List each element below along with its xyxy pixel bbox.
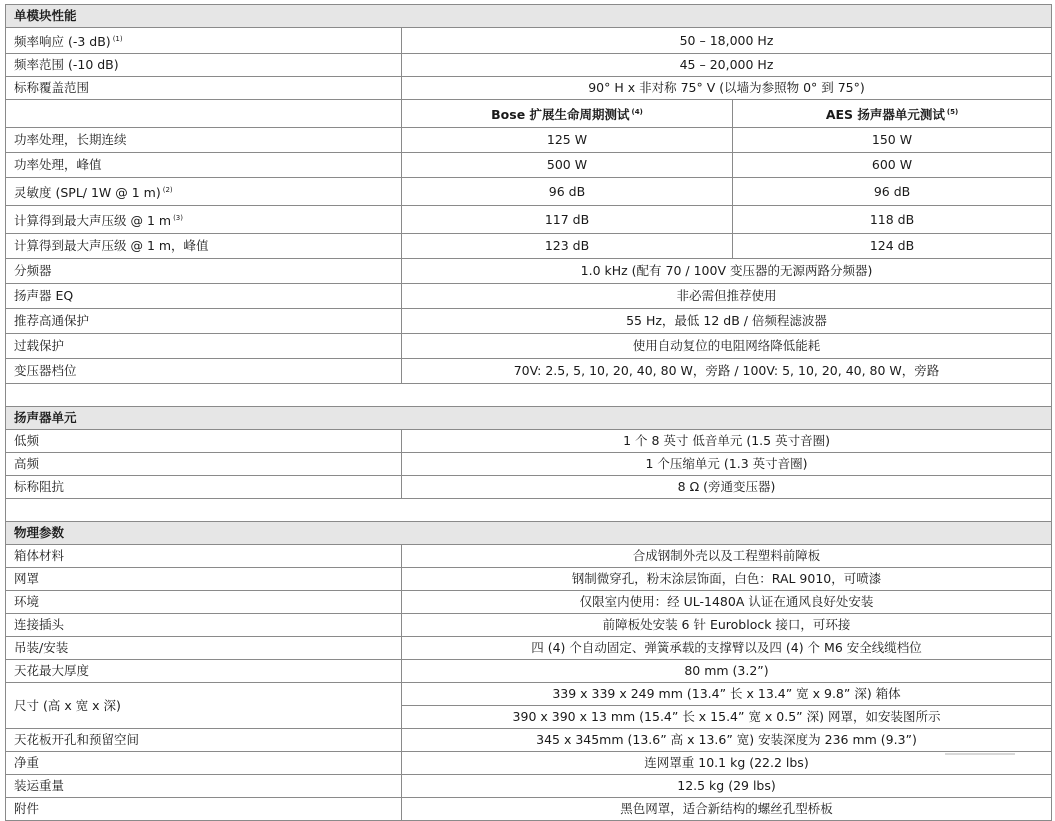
- spec-label: 附件: [6, 798, 402, 821]
- spec-value-aes: 118 dB: [733, 206, 1052, 234]
- spec-value-bose: 125 W: [402, 128, 733, 153]
- spec-value: 仅限室内使用：经 UL-1480A 认证在通风良好处安装: [402, 591, 1052, 614]
- spec-value: 合成钢制外壳以及工程塑料前障板: [402, 545, 1052, 568]
- spec-value: 12.5 kg (29 lbs): [402, 775, 1052, 798]
- spec-row: [6, 568, 1052, 591]
- spec-label: 过载保护: [6, 334, 402, 359]
- section-title: 扬声器单元: [6, 407, 1052, 430]
- spec-value-bose: 123 dB: [402, 234, 733, 259]
- footnote-marker: (3): [173, 214, 183, 222]
- spec-row: [6, 798, 1052, 821]
- spec-value: 70V: 2.5, 5, 10, 20, 40, 80 W，旁路 / 100V: 5, 10, 20, 40, 80 W，旁路: [402, 359, 1052, 384]
- spec-row: [6, 359, 1052, 384]
- section-title: 单模块性能: [6, 5, 1052, 28]
- spec-value: 1 个 8 英寸 低音单元 (1.5 英寸音圈): [402, 430, 1052, 453]
- spec-label: 天花板开孔和预留空间: [6, 729, 402, 752]
- section-title: 物理参数: [6, 522, 1052, 545]
- spec-row: [6, 234, 1052, 259]
- spec-value: 黑色网罩，适合新结构的螺丝孔型桥板: [402, 798, 1052, 821]
- spec-label: 连接插头: [6, 614, 402, 637]
- test-header-row: [6, 100, 1052, 128]
- spec-row: [6, 28, 1052, 54]
- spec-label: 环境: [6, 591, 402, 614]
- spec-row: [6, 476, 1052, 499]
- spec-row: [6, 453, 1052, 476]
- spec-label: 变压器档位: [6, 359, 402, 384]
- spec-row: [6, 284, 1052, 309]
- spec-row: [6, 729, 1052, 752]
- footnote-marker: (1): [112, 35, 123, 43]
- spec-label: 网罩: [6, 568, 402, 591]
- spec-value-aes: 600 W: [733, 153, 1052, 178]
- spec-value: 钢制微穿孔，粉末涂层饰面，白色：RAL 9010，可喷漆: [402, 568, 1052, 591]
- spec-value-bose: 117 dB: [402, 206, 733, 234]
- spec-value: 55 Hz，最低 12 dB / 倍频程滤波器: [402, 309, 1052, 334]
- spec-row: [6, 178, 1052, 206]
- section-gap: [6, 499, 1052, 522]
- spec-label: 箱体材料: [6, 545, 402, 568]
- spec-value: 使用自动复位的电阻网络降低能耗: [402, 334, 1052, 359]
- section-header-performance: [6, 5, 1052, 28]
- spec-row: [6, 591, 1052, 614]
- spec-label: 低频: [6, 430, 402, 453]
- spec-row: [6, 430, 1052, 453]
- spec-row: [6, 334, 1052, 359]
- spec-label: 天花最大厚度: [6, 660, 402, 683]
- spec-row: [6, 660, 1052, 683]
- spec-label: 功率处理，峰值: [6, 153, 402, 178]
- spec-row: [6, 259, 1052, 284]
- spec-row: [6, 614, 1052, 637]
- spec-value: 四 (4) 个自动固定、弹簧承载的支撑臂以及四 (4) 个 M6 安全线缆档位: [402, 637, 1052, 660]
- spec-label: 频率响应 (-3 dB) $^{(1)}$: [6, 28, 402, 54]
- spec-row: [6, 206, 1052, 234]
- spec-value: 前障板处安装 6 针 Euroblock 接口，可环接: [402, 614, 1052, 637]
- spec-value-aes: 96 dB: [733, 178, 1052, 206]
- spec-value: 8 Ω (旁通变压器): [402, 476, 1052, 499]
- spec-sheet: [5, 4, 1051, 821]
- footnote-marker: (5): [946, 108, 959, 116]
- spec-value: 345 x 345mm (13.6” 高 x 13.6” 宽) 安装深度为 236 mm (9.3”): [402, 729, 1052, 752]
- column-header-aes: AES 扬声器单元测试 $^{(5)}$: [733, 100, 1052, 128]
- spec-label: 标称阻抗: [6, 476, 402, 499]
- spec-value: 80 mm (3.2”): [402, 660, 1052, 683]
- spec-row: [6, 775, 1052, 798]
- spec-value-bose: 96 dB: [402, 178, 733, 206]
- spec-value-aes: 150 W: [733, 128, 1052, 153]
- spec-label: 吊装/安装: [6, 637, 402, 660]
- spec-label: 频率范围 (-10 dB): [6, 54, 402, 77]
- spec-label: 扬声器 EQ: [6, 284, 402, 309]
- spec-value-aes: 124 dB: [733, 234, 1052, 259]
- section-gap: [6, 384, 1052, 407]
- spec-label: 尺寸 (高 x 宽 x 深): [6, 683, 402, 729]
- spec-value: 390 x 390 x 13 mm (15.4” 长 x 15.4” 宽 x 0.5” 深) 网罩，如安装图所示: [402, 706, 1052, 729]
- spec-row: [6, 77, 1052, 100]
- spec-row: [6, 128, 1052, 153]
- spec-label: 计算得到最大声压级 @ 1 m，峰值: [6, 234, 402, 259]
- spec-row: [6, 54, 1052, 77]
- spec-label: 净重: [6, 752, 402, 775]
- spec-label: 推荐高通保护: [6, 309, 402, 334]
- spec-label: 分频器: [6, 259, 402, 284]
- spec-label: 高频: [6, 453, 402, 476]
- spec-table: [5, 4, 1052, 821]
- section-header-physical: [6, 522, 1052, 545]
- spec-row: [6, 545, 1052, 568]
- page-edge-decoration: [945, 753, 1015, 755]
- spec-label: 装运重量: [6, 775, 402, 798]
- empty-cell: [6, 100, 402, 128]
- column-header-bose: Bose 扩展生命周期测试 $^{(4)}$: [402, 100, 733, 128]
- spec-value: 连网罩重 10.1 kg (22.2 lbs): [402, 752, 1052, 775]
- spec-value-bose: 500 W: [402, 153, 733, 178]
- spec-value: 50 – 18,000 Hz: [402, 28, 1052, 54]
- spec-value: 1.0 kHz (配有 70 / 100V 变压器的无源两路分频器): [402, 259, 1052, 284]
- spec-value: 90° H x 非对称 75° V (以墙为参照物 0° 到 75°): [402, 77, 1052, 100]
- spec-label: 灵敏度 (SPL/ 1W @ 1 m) $^{(2)}$: [6, 178, 402, 206]
- spec-row: [6, 752, 1052, 775]
- spec-label: 计算得到最大声压级 @ 1 m $^{(3)}$: [6, 206, 402, 234]
- spec-label: 功率处理，长期连续: [6, 128, 402, 153]
- spec-value: 1 个压缩单元 (1.3 英寸音圈): [402, 453, 1052, 476]
- section-header-drivers: [6, 407, 1052, 430]
- footnote-marker: (2): [162, 186, 173, 194]
- spec-value: 339 x 339 x 249 mm (13.4” 长 x 13.4” 宽 x 9.8” 深) 箱体: [402, 683, 1052, 706]
- spec-row: [6, 309, 1052, 334]
- spec-row: [6, 683, 1052, 706]
- footnote-marker: (4): [631, 108, 643, 116]
- spec-label: 标称覆盖范围: [6, 77, 402, 100]
- spec-row: [6, 637, 1052, 660]
- spec-value: 45 – 20,000 Hz: [402, 54, 1052, 77]
- spec-row: [6, 153, 1052, 178]
- spec-value: 非必需但推荐使用: [402, 284, 1052, 309]
